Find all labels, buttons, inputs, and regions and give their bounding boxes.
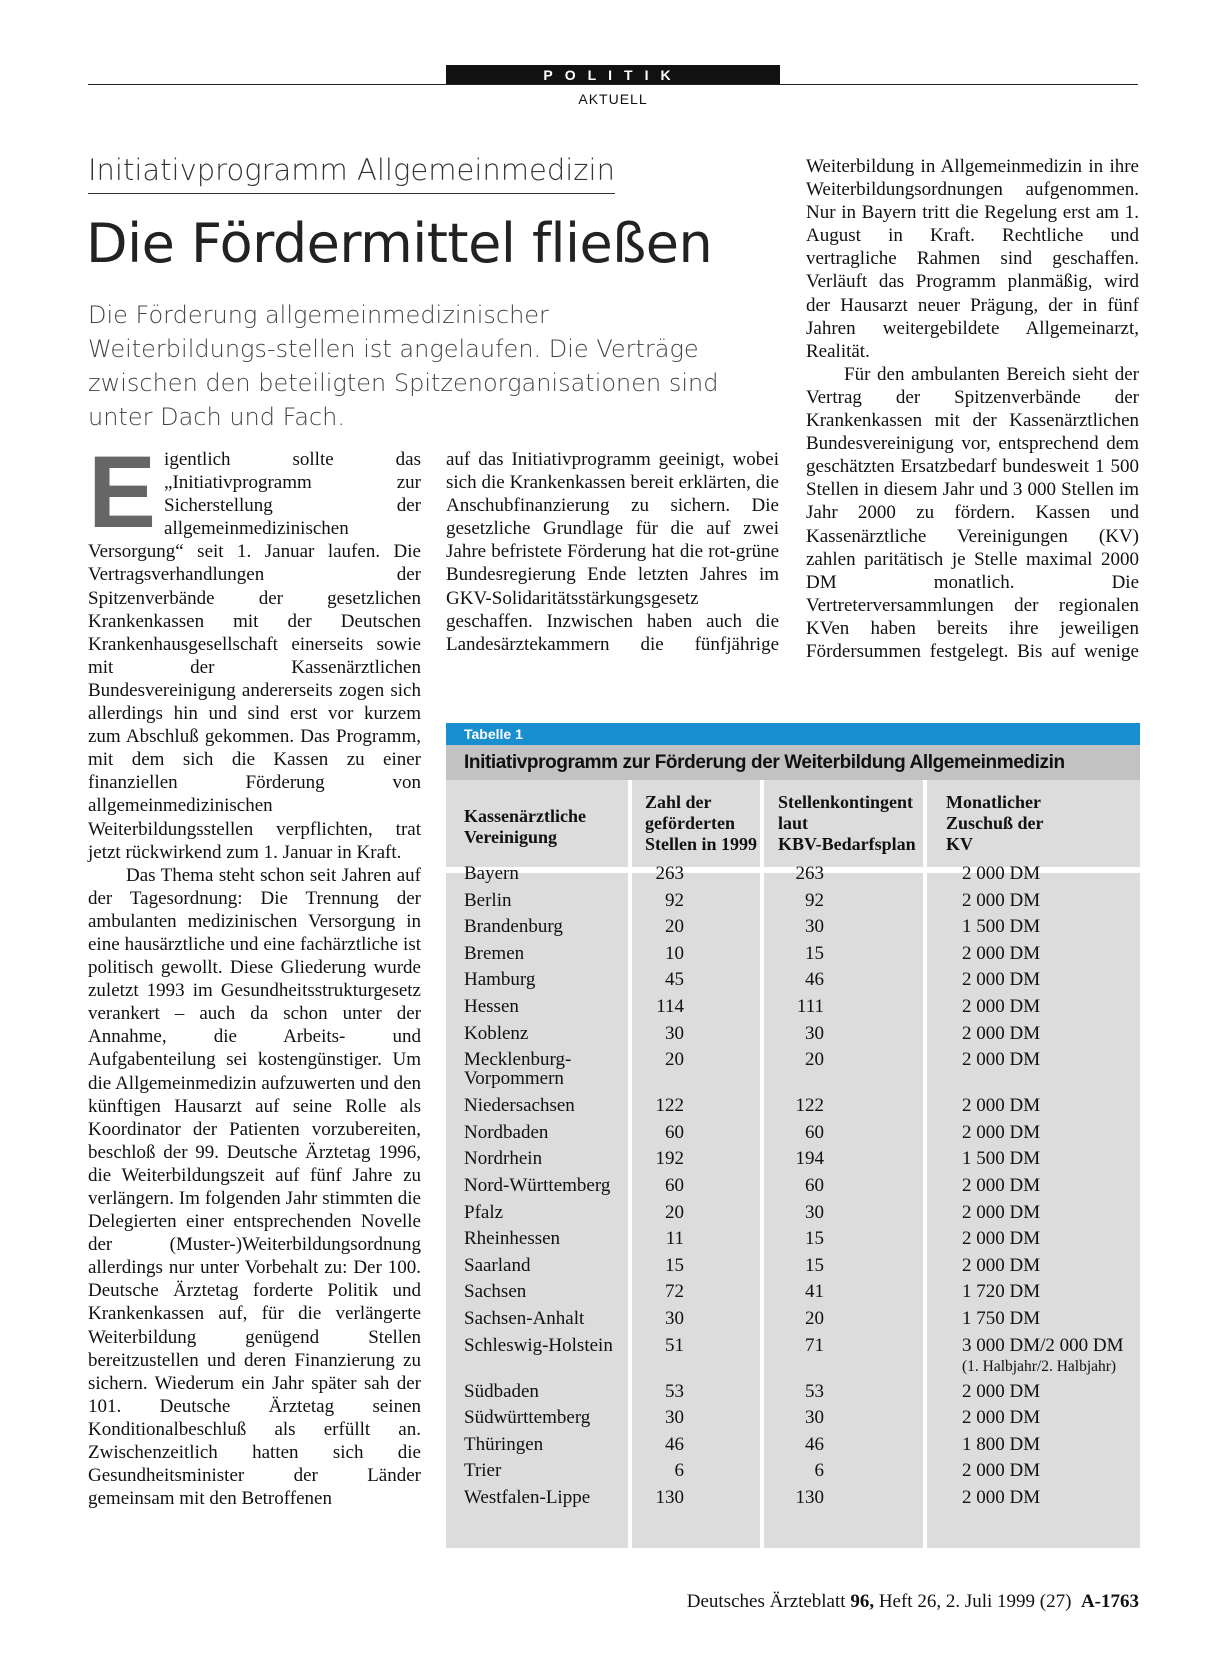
cell-kontingent: 263 — [795, 863, 824, 884]
cell-zuschuss: 2 000 DM — [962, 1228, 1041, 1250]
cell-kontingent: 53 — [805, 1380, 824, 1402]
table-row — [446, 969, 1140, 996]
paragraph-text: igentlich sollte das „Initiativprogramm zur Sicherstellung der allgemeinmedizinischen Versorgung“ seit 1. Januar laufen. Die Vertragsverhandlungen der Spitzenverbände der gesetzlichen Krankenkassen mit der Deutschen Krankenhausgesellschaft einerseits sowie mit der Kassenärztlichen Bundesvereinigung andererseits zogen sich allerdings hin und sind erst vor kurzem zum Abschluß gekommen. Das Programm, mit dem sich die Kassen zu einer finanziellen Förderung von allgemeinmedizinischen Weiterbildungsstellen verpflichten, trat jetzt rückwirkend zum 1. Januar in Kraft. — [88, 449, 421, 863]
header-line: Stellen in 1999 — [645, 834, 758, 854]
page-footer — [687, 1591, 1139, 1613]
journal-name: Deutsches Ärzteblatt — [686, 1591, 846, 1612]
cell-gefoerdert: 60 — [665, 1175, 684, 1196]
table-row — [446, 1434, 1140, 1461]
cell-kv: Bremen — [464, 942, 525, 964]
cell-zuschuss: 2 000 DM — [962, 1201, 1041, 1223]
cell-kv: Saarland — [464, 1254, 531, 1276]
cell-zuschuss: 2 000 DM — [962, 863, 1041, 884]
cell-zuschuss: 2 000 DM — [962, 1049, 1041, 1071]
cell-kontingent: 20 — [805, 1308, 824, 1329]
cell-zuschuss: 2 000 DM — [962, 1175, 1041, 1196]
cell-kv: Rheinhessen — [464, 1228, 561, 1250]
cell-kontingent: 194 — [795, 1148, 824, 1170]
cell-gefoerdert: 263 — [655, 863, 684, 884]
article-kicker: Initiativprogramm Allgemeinmedizin — [88, 153, 615, 194]
article-lead: Die Förderung allgemeinmedizinischer Weiterbildungs-stellen ist angelaufen. Die Verträge zwischen den beteiligten Spitzenorganisationen sind unter Dach und Fach. — [88, 301, 719, 431]
cell-kontingent: 15 — [805, 1228, 824, 1250]
cell-kontingent: 30 — [805, 1022, 824, 1044]
table-row — [446, 1023, 1140, 1050]
cell-kv: Hamburg — [464, 969, 536, 991]
cell-kontingent: 30 — [805, 916, 824, 938]
cell-kv: Südwürttemberg — [464, 1407, 591, 1429]
cell-gefoerdert: 6 — [674, 1460, 684, 1482]
cell-gefoerdert: 130 — [655, 1487, 684, 1508]
table-header-kontingent — [778, 792, 916, 855]
cell-kv: Niedersachsen — [464, 1095, 575, 1117]
cell-kv: Südbaden — [464, 1380, 539, 1402]
cell-kv: Koblenz — [464, 1022, 529, 1044]
cell-zuschuss: 1 800 DM — [962, 1433, 1041, 1455]
cell-kontingent: 71 — [805, 1334, 824, 1356]
cell-kontingent: 46 — [805, 969, 824, 991]
cell-kontingent: 60 — [805, 1121, 824, 1143]
table-header-zuschuss — [946, 792, 1044, 855]
cell-gefoerdert: 30 — [665, 1407, 684, 1429]
cell-kv: Thüringen — [464, 1433, 544, 1455]
table-tag: Tabelle 1 — [446, 723, 1140, 745]
article-paragraph: Das Thema steht schon seit Jahren auf der Tagesordnung: Die Trennung der ambulanten medizinischen Versorgung in eine hausärztliche und eine fachärztliche ist politisch gewollt. Diese Gliederung wurde zuletzt 1993 im Gesundheitsstrukturgesetz verankert – auch da schon unter der Annahme, die Arbeits- und Aufgabenteilung sei kostengünstiger. Um die Allgemeinmedizin aufzuwerten und den künftigen Hausarzt auf seine Rolle als Koordinator der Patienten vorzubereiten, beschloß der 99. Deutsche Ärztetag 1996, die Weiterbildungszeit auf fünf Jahre zu verlängern. Im folgenden Jahr stimmten die Delegierten einer entsprechenden Novelle der (Muster-)Weiterbildungsordnung allerdings nur unter Vorbehalt zu: Der 100. Deutsche Ärztetag forderte Politik und Krankenkassen auf, für die verlängerte Weiterbildung genügend Stellen bereitzustellen und deren Finanzierung zu sichern. Wiederum ein Jahr später sah der 101. Deutsche Ärztetag seinen Konditionalbeschluß als erfüllt an. Zwischenzeitlich hatten sich die Gesundheitsminister der Länder gemeinsam mit den Betroffenen — [88, 864, 421, 1510]
cell-kv: Schleswig-Holstein — [464, 1334, 613, 1356]
table-row — [446, 1334, 1140, 1375]
table-row — [446, 1122, 1140, 1149]
header-line: KBV-Bedarfsplan — [778, 834, 916, 854]
cell-kv: Bayern — [464, 863, 519, 884]
table-row — [446, 1228, 1140, 1255]
table-row — [446, 1049, 1140, 1090]
table-row — [446, 1175, 1140, 1202]
cell-zuschuss: 2 000 DM — [962, 996, 1041, 1017]
table-row — [446, 890, 1140, 917]
cell-gefoerdert: 20 — [665, 1201, 684, 1223]
table-row — [446, 1281, 1140, 1308]
cell-kv: Nord-Württemberg — [464, 1175, 611, 1196]
cell-zuschuss: 2 000 DM — [962, 1487, 1041, 1508]
cell-kontingent: 92 — [805, 889, 824, 911]
cell-kv: Berlin — [464, 889, 512, 911]
cell-zuschuss: 2 000 DM — [962, 969, 1041, 991]
table-row — [446, 1202, 1140, 1229]
cell-kontingent: 46 — [805, 1433, 824, 1455]
cell-kontingent: 111 — [796, 996, 824, 1017]
article-paragraph: Für den ambulanten Bereich sieht der Vertrag der Spitzenverbände der Krankenkassen mit der Kassenärztlichen Bundesvereinigung vor, entsprechend dem geschätzten Ersatzbedarf bundesweit 1 500 Stellen in diesem Jahr und 3 000 Stellen im Jahr 2000 zu fördern. Kassen und Kassenärztliche Vereinigungen (KV) zahlen paritätisch je Stelle maximal 2000 DM monatlich. Die Vertreterversammlungen der regionalen KVen haben bereits ihre jeweiligen Fördersummen festgelegt. Bis auf wenige — [806, 363, 1139, 662]
cell-gefoerdert: 122 — [655, 1095, 684, 1117]
article-column-1 — [88, 435, 421, 1510]
cell-kv: Westfalen-Lippe — [464, 1487, 591, 1508]
page-number: A-1763 — [1080, 1591, 1139, 1612]
cell-kv: Sachsen — [464, 1281, 527, 1303]
cell-gefoerdert: 53 — [665, 1380, 684, 1402]
cell-kontingent: 60 — [805, 1175, 824, 1196]
table-row — [446, 1308, 1140, 1335]
article-column-3 — [806, 155, 1139, 663]
header-line: KV — [946, 834, 973, 854]
header-line: laut — [778, 813, 809, 833]
header-line: Stellenkontingent — [778, 792, 914, 812]
table-row — [446, 1255, 1140, 1282]
drop-cap: E — [88, 435, 157, 549]
cell-kv: Nordrhein — [464, 1148, 543, 1170]
cell-zuschuss: 2 000 DM — [962, 1380, 1041, 1402]
article-paragraph: Weiterbildung in Allgemeinmedizin in ihre Weiterbildungsordnungen aufgenommen. Nur in Bayern tritt die Regelung erst am 1. August in Kraft. Rechtliche und vertragliche Rahmen sind geschaffen. Verläuft das Programm planmäßig, wird der Hausarzt neuer Prägung, der in fünf Jahren weitergebildete Allgemeinarzt, Realität. — [806, 156, 1139, 362]
cell-zuschuss: 2 000 DM — [962, 889, 1041, 911]
cell-gefoerdert: 30 — [665, 1308, 684, 1329]
cell-gefoerdert: 60 — [665, 1121, 684, 1143]
cell-kontingent: 41 — [805, 1281, 824, 1303]
cell-zuschuss: 2 000 DM — [962, 1460, 1041, 1482]
cell-gefoerdert: 11 — [665, 1228, 684, 1250]
cell-zuschuss: 2 000 DM — [962, 1022, 1041, 1044]
cell-gefoerdert: 20 — [665, 916, 684, 938]
table-row — [446, 916, 1140, 943]
cell-zuschuss: 2 000 DM — [962, 1095, 1041, 1117]
cell-gefoerdert: 114 — [656, 996, 684, 1017]
cell-gefoerdert: 51 — [665, 1334, 684, 1356]
cell-kontingent: 15 — [805, 1254, 824, 1276]
table-row — [446, 1095, 1140, 1122]
table-row — [446, 1487, 1140, 1514]
article-column-2 — [446, 448, 779, 656]
header-line: Zahl der — [645, 792, 712, 812]
cell-gefoerdert: 30 — [665, 1022, 684, 1044]
cell-kv: Vorpommern — [464, 1068, 564, 1090]
cell-kv: Trier — [464, 1460, 502, 1482]
cell-gefoerdert: 46 — [665, 1433, 684, 1455]
cell-gefoerdert: 192 — [655, 1148, 684, 1170]
cell-zuschuss: 1 500 DM — [962, 1148, 1041, 1170]
cell-kv: Hessen — [464, 996, 519, 1017]
header-line: geförderten — [645, 813, 735, 833]
cell-kontingent: 130 — [795, 1487, 824, 1508]
table-row — [446, 1148, 1140, 1175]
table-row — [446, 1381, 1140, 1408]
cell-kontingent: 30 — [805, 1201, 824, 1223]
cell-kv: Pfalz — [464, 1201, 504, 1223]
header-line: Monatlicher — [946, 792, 1041, 812]
cell-kontingent: 122 — [795, 1095, 824, 1117]
cell-kontingent: 15 — [805, 942, 824, 964]
cell-zuschuss: 2 000 DM — [962, 1407, 1041, 1429]
cell-kv: Sachsen-Anhalt — [464, 1308, 585, 1329]
cell-zuschuss: 2 000 DM — [962, 1121, 1041, 1143]
cell-kv: Brandenburg — [464, 916, 563, 938]
table-title: Initiativprogramm zur Förderung der Weiterbildung Allgemeinmedizin — [446, 745, 1140, 780]
cell-zuschuss: 2 000 DM — [962, 1254, 1041, 1276]
table-row — [446, 943, 1140, 970]
cell-gefoerdert: 92 — [665, 889, 684, 911]
journal-volume: 96, — [850, 1591, 875, 1612]
cell-zuschuss: 1 720 DM — [962, 1281, 1041, 1303]
subsection-label: AKTUELL — [578, 91, 648, 107]
cell-gefoerdert: 15 — [665, 1254, 684, 1276]
cell-note: (1. Halbjahr/2. Halbjahr) — [962, 1357, 1117, 1375]
cell-kontingent: 30 — [805, 1407, 824, 1429]
cell-gefoerdert: 72 — [665, 1281, 684, 1303]
cell-gefoerdert: 45 — [665, 969, 684, 991]
journal-issue: Heft 26, 2. Juli 1999 (27) — [878, 1591, 1072, 1612]
header-line: Zuschuß der — [946, 813, 1044, 833]
cell-kontingent: 20 — [805, 1049, 824, 1071]
table-header-kv — [464, 806, 586, 848]
table-row — [446, 1407, 1140, 1434]
article-paragraph: auf das Initiativprogramm geeinigt, wobei sich die Krankenkassen bereit erklärten, die Anschubfinanzierung zu sichern. Die gesetzliche Grundlage für die auf zwei Jahre befristete Förderung hat die rot-grüne Bundesregierung Ende letzten Jahres im GKV-Solidaritätsstärkungsgesetz geschaffen. Inzwischen haben auch die Landesärztekammern die fünfjährige — [446, 449, 779, 655]
table-row — [446, 1460, 1140, 1487]
table-header-gefoerdert — [645, 792, 757, 855]
section-label: POLITIK — [446, 65, 780, 85]
cell-gefoerdert: 20 — [665, 1049, 684, 1071]
article-headline: Die Fördermittel fließen — [86, 212, 713, 275]
cell-gefoerdert: 10 — [665, 942, 684, 964]
cell-zuschuss: 3 000 DM/2 000 DM — [962, 1334, 1124, 1356]
cell-kv: Mecklenburg- — [464, 1049, 572, 1071]
cell-zuschuss: 1 750 DM — [962, 1308, 1041, 1329]
header-rule — [88, 84, 1138, 85]
header-line: Kassenärztliche — [464, 806, 586, 826]
cell-zuschuss: 2 000 DM — [962, 942, 1041, 964]
header-line: Vereinigung — [464, 827, 558, 847]
cell-kontingent: 6 — [814, 1460, 824, 1482]
cell-kv: Nordbaden — [464, 1121, 549, 1143]
table-row — [446, 863, 1140, 890]
article-paragraph — [88, 435, 421, 864]
cell-zuschuss: 1 500 DM — [962, 916, 1041, 938]
table-row — [446, 996, 1140, 1023]
